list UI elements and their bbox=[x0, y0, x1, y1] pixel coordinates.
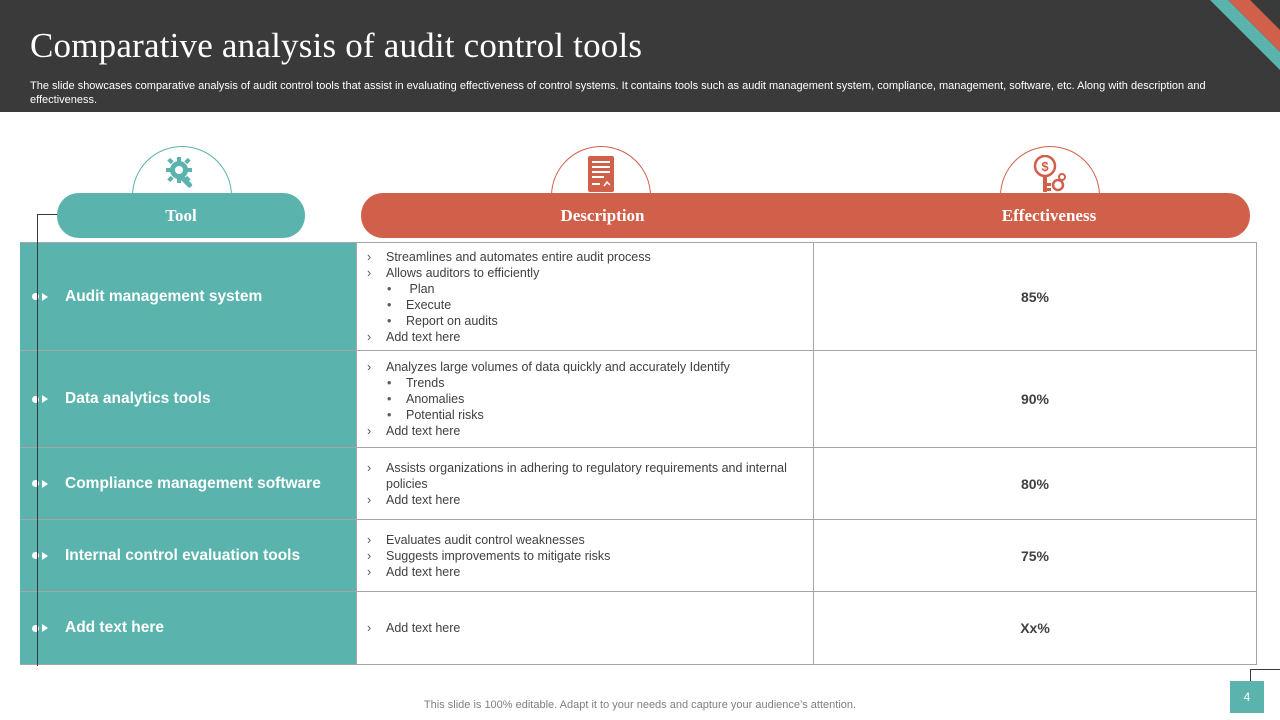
description-list-item bbox=[367, 313, 803, 329]
effectiveness-column-label: Effectiveness bbox=[1001, 205, 1097, 225]
description-list-item bbox=[367, 391, 803, 407]
list-item-text: Allows auditors to efficiently bbox=[386, 265, 540, 280]
table-row bbox=[20, 592, 1257, 665]
description-cell bbox=[356, 243, 814, 350]
tool-cell bbox=[20, 351, 356, 447]
list-marker: • bbox=[387, 313, 392, 328]
page-title: Comparative analysis of audit control tools bbox=[30, 26, 643, 65]
list-marker: • bbox=[387, 408, 392, 422]
description-list-item bbox=[367, 460, 803, 492]
footer-note-text: This slide is 100% editable. Adapt it to your needs and capture your audience’s attention. bbox=[423, 699, 857, 711]
list-item-text: Trends bbox=[406, 376, 445, 390]
list-marker: › bbox=[367, 265, 372, 280]
bullet-arrow-icon bbox=[32, 552, 48, 560]
list-marker: › bbox=[367, 564, 372, 579]
list-item-text: Analyzes large volumes of data quickly and accurately Identify bbox=[386, 360, 730, 374]
corner-stripe-decoration bbox=[1200, 0, 1280, 90]
description-list-item bbox=[367, 423, 803, 439]
list-marker: › bbox=[367, 360, 372, 374]
list-marker: › bbox=[367, 621, 372, 635]
description-list-item bbox=[367, 249, 803, 265]
tool-cell bbox=[20, 520, 356, 591]
tool-column-header bbox=[57, 193, 305, 238]
list-item-text: Anomalies bbox=[406, 392, 465, 406]
description-list-item bbox=[367, 407, 803, 423]
list-item-text: Execute bbox=[406, 297, 452, 312]
footer-note bbox=[0, 699, 1280, 711]
header-bar bbox=[0, 0, 1280, 112]
list-item-text: Add text here bbox=[386, 564, 461, 579]
effectiveness-cell bbox=[814, 448, 1257, 519]
list-item-text: Suggests improvements to mitigate risks bbox=[386, 548, 611, 563]
list-marker: › bbox=[367, 329, 372, 344]
description-cell bbox=[356, 520, 814, 591]
tool-name: Compliance management software bbox=[65, 474, 321, 492]
page-subtitle: The slide showcases comparative analysis of audit control tools that assist in evaluating effectiveness of control systems. It contains tools such as audit management system, compliance, management, software, etc. Along with description and effectiveness. bbox=[30, 80, 1206, 106]
tool-cell bbox=[20, 243, 356, 350]
bullet-arrow-icon bbox=[32, 293, 48, 301]
list-item-text: Add text here bbox=[386, 329, 461, 344]
list-marker: • bbox=[387, 392, 392, 406]
table-row bbox=[20, 242, 1257, 351]
table-row bbox=[20, 351, 1257, 448]
bullet-arrow-icon bbox=[32, 480, 48, 488]
list-marker: › bbox=[367, 249, 372, 264]
list-marker: • bbox=[387, 297, 392, 312]
tool-name: Audit management system bbox=[65, 287, 263, 305]
comparison-table bbox=[20, 242, 1257, 665]
description-list-item bbox=[367, 359, 803, 375]
dollar-gear-icon bbox=[1032, 155, 1068, 195]
tool-name: Data analytics tools bbox=[65, 390, 211, 407]
page-number: 4 bbox=[1230, 681, 1264, 713]
description-list-item bbox=[367, 620, 803, 636]
list-marker: › bbox=[367, 532, 372, 547]
effectiveness-value: 90% bbox=[1020, 391, 1050, 407]
tool-cell bbox=[20, 592, 356, 664]
description-list-item bbox=[367, 265, 803, 281]
document-icon bbox=[586, 155, 616, 193]
description-list-item bbox=[367, 548, 803, 564]
tool-cell bbox=[20, 448, 356, 519]
description-list-item bbox=[367, 532, 803, 548]
list-marker: • bbox=[387, 376, 392, 390]
list-item-text: Streamlines and automates entire audit process bbox=[386, 249, 651, 264]
effectiveness-cell bbox=[814, 520, 1257, 591]
description-cell bbox=[356, 448, 814, 519]
effectiveness-value: 75% bbox=[1020, 547, 1050, 564]
timeline-line bbox=[37, 214, 38, 666]
table-row bbox=[20, 520, 1257, 592]
list-item-text: Add text here bbox=[386, 424, 461, 438]
description-list-item bbox=[367, 281, 803, 297]
description-list-item bbox=[367, 375, 803, 391]
bullet-arrow-icon bbox=[32, 624, 48, 632]
description-list-item bbox=[367, 329, 803, 345]
description-cell bbox=[356, 351, 814, 447]
list-marker: • bbox=[387, 281, 392, 296]
table-row bbox=[20, 448, 1257, 520]
list-item-text: Add text here bbox=[386, 492, 461, 507]
effectiveness-value: Xx% bbox=[1020, 620, 1050, 636]
list-item-text: Add text here bbox=[386, 621, 461, 635]
list-marker: › bbox=[367, 460, 372, 475]
effectiveness-value: 85% bbox=[1020, 288, 1050, 305]
effectiveness-cell bbox=[814, 243, 1257, 350]
description-cell bbox=[356, 592, 814, 664]
timeline-cap bbox=[37, 214, 57, 215]
svg-text:$: $ bbox=[1041, 159, 1049, 174]
list-item-text: Plan bbox=[406, 281, 435, 296]
description-list-item bbox=[367, 564, 803, 580]
tool-name: Internal control evaluation tools bbox=[65, 546, 301, 564]
list-marker: › bbox=[367, 424, 372, 438]
description-effectiveness-header bbox=[361, 193, 1250, 238]
effectiveness-value: 80% bbox=[1020, 475, 1050, 492]
list-item-text: Evaluates audit control weaknesses bbox=[386, 532, 585, 547]
tool-name: Add text here bbox=[65, 619, 165, 636]
list-item-text: Potential risks bbox=[406, 408, 484, 422]
list-item-text: Assists organizations in adhering to regulatory requirements and internal policies bbox=[386, 460, 791, 491]
effectiveness-cell bbox=[814, 351, 1257, 447]
description-column-label: Description bbox=[560, 205, 645, 225]
effectiveness-cell bbox=[814, 592, 1257, 664]
list-marker: › bbox=[367, 492, 372, 507]
gear-wrench-icon bbox=[163, 155, 201, 191]
list-item-text: Report on audits bbox=[406, 313, 498, 328]
description-list-item bbox=[367, 492, 803, 508]
description-list-item bbox=[367, 297, 803, 313]
list-marker: › bbox=[367, 548, 372, 563]
tool-column-label: Tool bbox=[165, 205, 197, 225]
bullet-arrow-icon bbox=[32, 395, 48, 403]
